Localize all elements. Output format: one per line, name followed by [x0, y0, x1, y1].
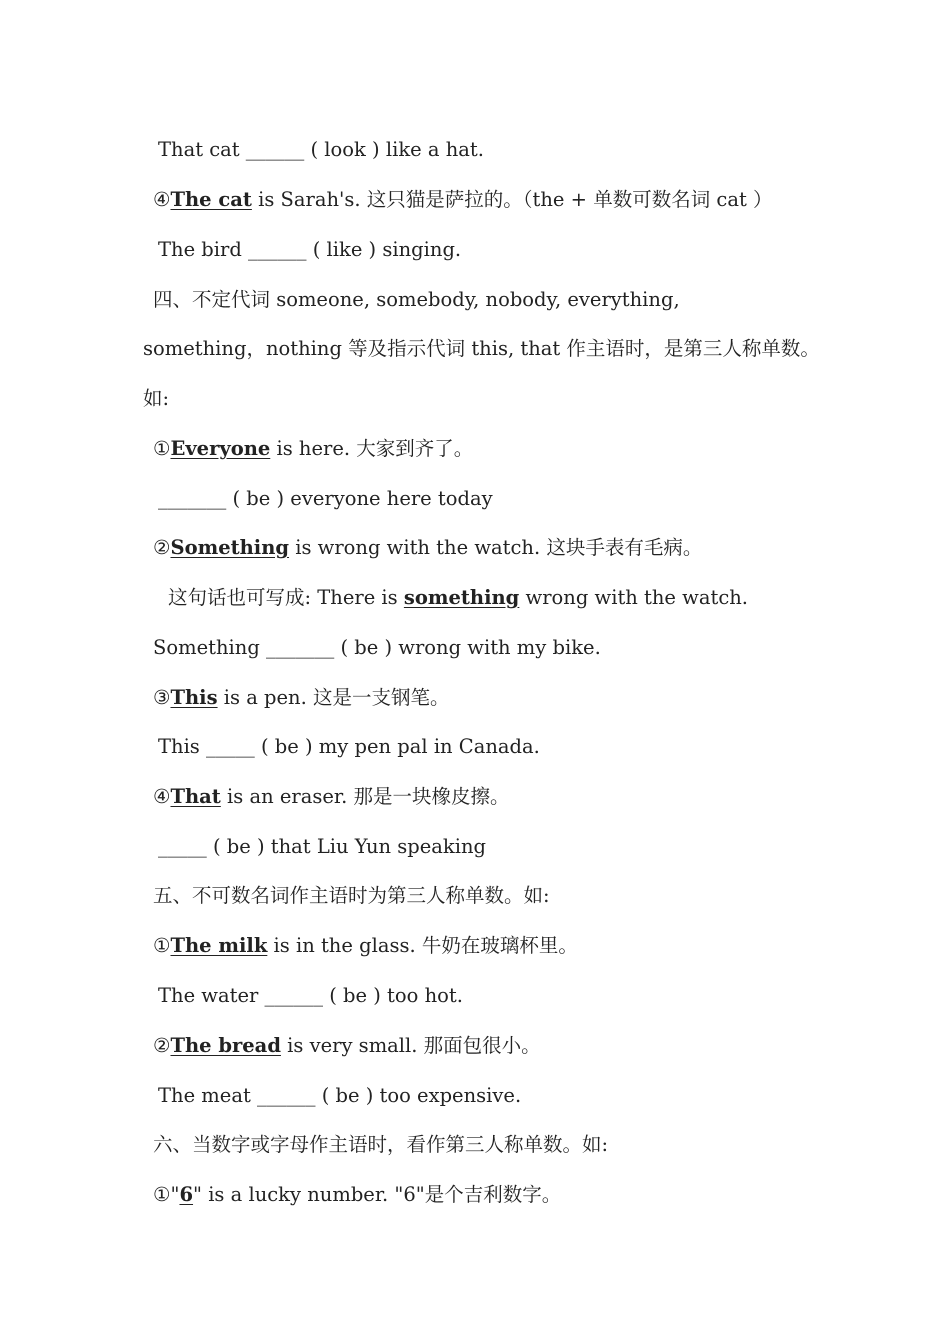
text-segment: " is a lucky number. "6"是个吉利数字。 [193, 1183, 562, 1206]
emphasized-subject: This [170, 686, 218, 709]
text-line [158, 137, 484, 163]
text-segment: ④ [153, 188, 171, 211]
emphasized-subject: 6 [179, 1183, 194, 1206]
text-line [153, 1033, 541, 1059]
text-line [153, 1182, 561, 1208]
text-segment: something，nothing 等及指示代词 this, that 作主语时，是第三人称单数。 [143, 337, 820, 360]
text-segment: ① [153, 934, 171, 957]
text-segment: The meat ______ ( be ) too expensive. [158, 1084, 522, 1107]
text-segment: Something _______ ( be ) wrong with my bike. [153, 636, 601, 659]
text-segment: This _____ ( be ) my pen pal in Canada. [158, 735, 540, 758]
section-heading [153, 1132, 608, 1158]
text-segment: _____ ( be ) that Liu Yun speaking [158, 835, 487, 858]
text-line [153, 685, 450, 711]
text-segment: is Sarah's. 这只猫是萨拉的。（the + 单数可数名词 cat ） [251, 188, 773, 211]
text-segment: 四、不定代词 someone, somebody, nobody, everything, [153, 288, 680, 311]
text-segment: ② [153, 536, 171, 559]
text-segment: is a pen. 这是一支钢笔。 [217, 686, 450, 709]
text-line [168, 585, 748, 611]
text-segment: ① [153, 437, 171, 460]
section-heading [153, 287, 680, 313]
emphasized-subject: Everyone [170, 437, 271, 460]
text-line [153, 635, 601, 661]
text-segment: wrong with the watch. [519, 586, 749, 609]
emphasized-subject: That [170, 785, 221, 808]
text-line [158, 1083, 521, 1109]
text-line [153, 535, 702, 561]
text-line [153, 187, 773, 213]
text-line [153, 436, 473, 462]
section-heading [153, 883, 550, 909]
text-segment: ④ [153, 785, 171, 808]
text-line [158, 834, 486, 860]
text-line [158, 983, 463, 1009]
text-line [158, 486, 493, 512]
emphasized-subject: The cat [170, 188, 252, 211]
emphasized-subject: Something [170, 536, 290, 559]
text-line [143, 386, 169, 412]
text-segment: _______ ( be ) everyone here today [158, 487, 493, 510]
text-segment: is in the glass. 牛奶在玻璃杯里。 [267, 934, 578, 957]
text-line [153, 933, 578, 959]
text-segment: 五、不可数名词作主语时为第三人称单数。如: [153, 884, 550, 907]
text-line [153, 784, 509, 810]
emphasized-subject: The milk [170, 934, 268, 957]
text-line [158, 237, 461, 263]
text-segment: is very small. 那面包很小。 [280, 1034, 541, 1057]
text-segment: The water ______ ( be ) too hot. [158, 984, 463, 1007]
text-segment: 如: [143, 387, 170, 410]
text-segment: is here. 大家到齐了。 [270, 437, 474, 460]
text-segment: ② [153, 1034, 171, 1057]
text-line [158, 734, 540, 760]
text-segment: The bird ______ ( like ) singing. [158, 238, 462, 261]
text-segment: is an eraser. 那是一块橡皮擦。 [220, 785, 510, 808]
emphasized-subject: something [403, 586, 520, 609]
text-segment: That cat ______ ( look ) like a hat. [158, 138, 484, 161]
text-line [143, 336, 820, 362]
text-segment: ③ [153, 686, 171, 709]
text-segment: ①" [153, 1183, 180, 1206]
text-segment: 这句话也可写成: There is [168, 586, 404, 609]
text-segment: is wrong with the watch. 这块手表有毛病。 [289, 536, 703, 559]
text-segment: 六、当数字或字母作主语时，看作第三人称单数。如: [153, 1133, 609, 1156]
emphasized-subject: The bread [170, 1034, 281, 1057]
